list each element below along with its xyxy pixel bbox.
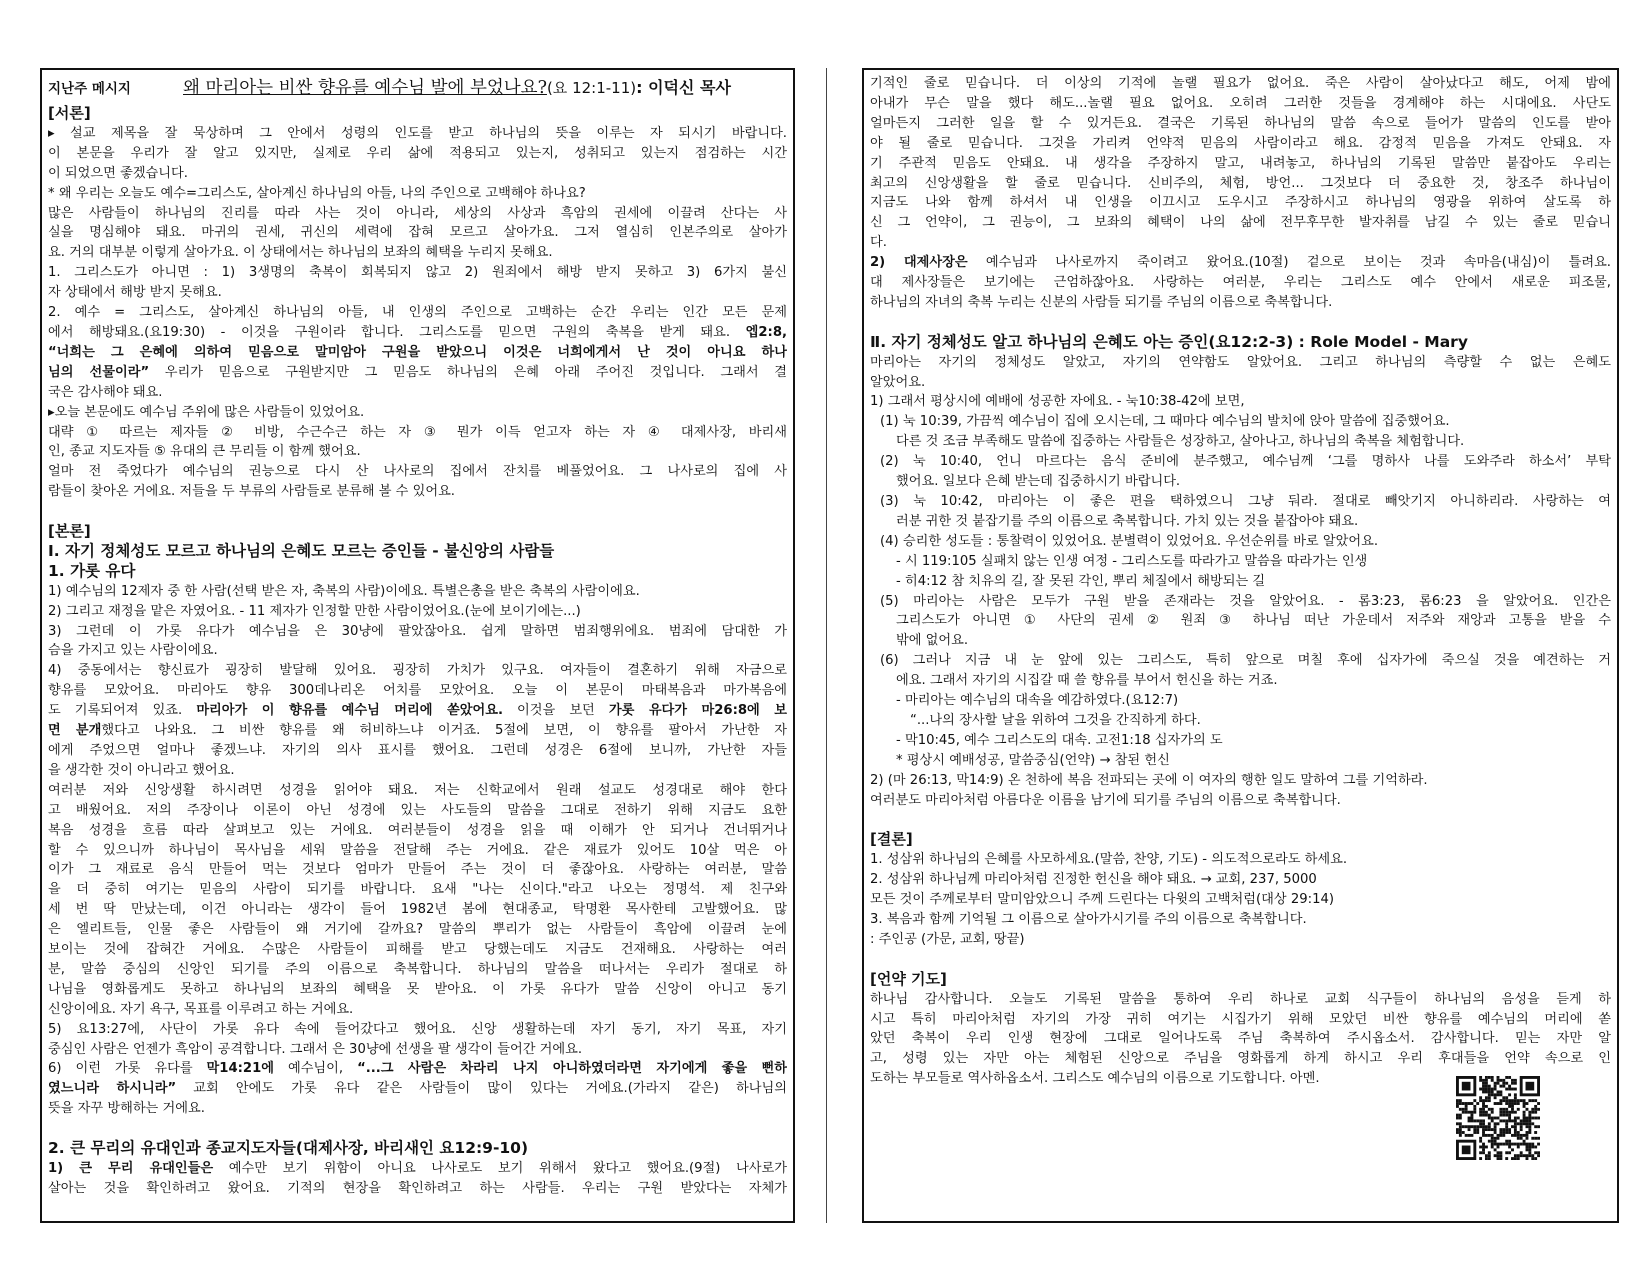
text-line	[48, 920, 787, 940]
text-span: 나님을 영화롭게도 못하고 하나님의 보좌의 혜택을 못 받아요. 이 가롯 유다가 말씀 신앙이 아니고 동기	[48, 981, 787, 997]
text-line	[48, 880, 787, 900]
text-line	[870, 552, 1611, 572]
text-span: 러분 귀한 것 붙잡기를 주의 이름으로 축복합니다. 가치 있는 것을 붙잡아야 돼요.	[896, 513, 1359, 529]
text-line	[48, 860, 787, 880]
text-line	[870, 611, 1611, 631]
text-span: 분, 말씀 중심의 신앙인 되기를 주의 이름으로 축복합니다. 하나님의 말씀을 떠나서는 우리가 절대로 하	[48, 961, 787, 977]
bold-text: 면 분개	[48, 723, 102, 739]
text-span: (6) 그러나 지금 내 눈 앞에 있는 그리스도, 특히 앞으로 며칠 후에 십자가에 죽으실 것을 예견하는 거	[880, 653, 1611, 669]
text-span: 보이는 것에 잡혀간 거에요. 수많은 사람들이 피해를 받고 당했는데도 지금도 건재해요. 사랑하는 여러	[48, 942, 787, 958]
text-span: 중심인 사람은 언젠가 흑암이 공격합니다. 그래서 은 30냥에 선생을 팔 생각이 들어간 거에요.	[48, 1041, 583, 1057]
bold-text: 가롯 유다가 마26:8에 보	[608, 703, 787, 719]
text-span: 에게 주었으면 얼마나 좋겠느냐. 자기의 의사 표시를 했어요. 그런데 성경은 6절에 보니까, 가난한 자들	[48, 742, 787, 758]
text-span: 얼마 전 죽었다가 예수님의 권능으로 다시 산 나사로의 집에서 잔치를 베풀었어요. 그 나사로의 집에 사	[48, 464, 787, 480]
text-span: 했어요. 일보다 은혜 받는데 집중하시기 바랍니다.	[896, 474, 1181, 490]
bold-text: Ⅱ. 자기 정체성도 알고 하나님의 은혜도 아는 증인(요12:2-3) : Role Model - Mary	[870, 332, 1468, 351]
text-line	[48, 622, 787, 642]
text-line	[48, 363, 787, 383]
bold-text: “너희는 그 은혜에 의하여 믿음으로 말미암아 구원을 받았으니 이것은 너희에게서 난 것이 아니요 하나	[48, 344, 787, 360]
text-span: (5) 마리아는 사람은 모두가 구원 받을 존재라는 것을 알았어요. - 롬3:23, 롬6:23 을 알았어요. 인간은	[880, 593, 1611, 609]
text-line	[48, 582, 787, 602]
text-span: 마리아는 자기의 정체성도 알았고, 자기의 연약함도 알았어요. 그리고 하나님의 측량할 수 없는 은혜도	[870, 354, 1611, 370]
text-span: 복음 성경을 흐름 따라 살펴보고 있는 거에요. 여러분들이 성경을 읽을 때 이해가 안 되거나 건너뛰거나	[48, 822, 787, 838]
text-line	[870, 233, 1611, 253]
text-line	[870, 850, 1611, 870]
text-span: 았던 축복이 우리 인생 현장에 그대로 일어나도록 주님 축복하여 주시옵소서. 감사합니다. 믿는 자만 알	[870, 1031, 1611, 1047]
text-span: 은 엘리트들, 인물 좋은 사람들이 왜 거기에 갈까요? 말씀의 뿌리가 없는 사람들이 흑암에 이끌려 눈에	[48, 922, 787, 938]
sermon-title: 왜 마리아는 비싼 향유를 예수님 발에 부었나요?	[183, 78, 547, 98]
text-span: 3. 복음과 함께 기억될 그 이름으로 살아가시기를 주의 이름으로 축복합니다.	[870, 912, 1307, 928]
text-line	[48, 721, 787, 741]
text-span: 뜻을 자꾸 방해하는 거에요.	[48, 1101, 205, 1117]
text-span: 세 번 딱 만났는데, 이건 아니라는 생각이 들어 1982년 봄에 현대종교, 탁명환 목사한테 고발했어요. 많	[48, 902, 787, 918]
text-line	[48, 1000, 787, 1020]
text-line	[870, 154, 1611, 174]
text-span: 그리스도가 아니면 ① 사단의 권세 ② 원죄 ③ 하나님 떠난 가운데서 저주와 재앙과 고통을 받을 수	[896, 613, 1611, 629]
blank-line	[48, 502, 787, 522]
text-span: 람들이 찾아온 거에요. 저들을 두 부류의 사람들로 분류해 볼 수 있어요.	[48, 484, 455, 500]
text-line	[870, 353, 1611, 373]
text-line	[48, 821, 787, 841]
text-line	[48, 1040, 787, 1060]
text-line	[870, 532, 1611, 552]
text-line	[48, 602, 787, 622]
sermon-title-row	[48, 74, 787, 104]
text-line	[48, 204, 787, 224]
section-heading	[48, 542, 787, 562]
text-line	[48, 980, 787, 1000]
text-span: (2) 눅 10:40, 언니 마르다는 음식 준비에 분주했고, 예수님께 ‘그를 명하사 나를 도와주라 하소서’ 부탁	[880, 454, 1611, 470]
text-line	[870, 771, 1611, 791]
text-span: 1) 예수님의 12제자 중 한 사람(선택 받은 자, 축복의 사람)이에요. 특별은총을 받은 축복의 사람이에요.	[48, 583, 640, 599]
section-label: 지난주 메시지	[48, 81, 131, 97]
text-line	[48, 741, 787, 761]
text-span: 하나님의 자녀의 축복 누리는 신분의 사람들 되기를 주님의 이름으로 축복합니다.	[870, 294, 1333, 310]
text-line	[48, 423, 787, 443]
text-span: “...나의 장사할 날을 위하여 그것을 간직하게 하다.	[910, 712, 1201, 728]
text-line	[48, 263, 787, 283]
right-page	[862, 68, 1619, 1223]
text-line	[48, 1099, 787, 1119]
text-line	[870, 373, 1611, 393]
text-line	[870, 711, 1611, 731]
text-line	[48, 940, 787, 960]
bold-text: 1. 가롯 유다	[48, 561, 136, 580]
text-line	[870, 651, 1611, 671]
text-span: : 주인공 (가문, 교회, 땅끝)	[870, 931, 1025, 947]
text-span: 도 기록되어져 있죠.	[48, 703, 197, 719]
text-line	[870, 870, 1611, 890]
text-line	[48, 701, 787, 721]
text-span: 여러분 저와 신앙생활 하시려면 성경을 읽어야 돼요. 저는 신학교에서 원래 설교도 성경대로 해야 한다	[48, 782, 787, 798]
text-line	[48, 283, 787, 303]
text-line	[870, 751, 1611, 771]
text-span: [언약 기도]	[870, 969, 947, 988]
bold-text: 2) 대제사장은	[870, 255, 968, 271]
text-line	[48, 841, 787, 861]
text-line	[48, 900, 787, 920]
text-line	[48, 960, 787, 980]
text-span: 다.	[870, 235, 887, 251]
text-line	[870, 94, 1611, 114]
section-heading	[870, 830, 1611, 850]
text-span: 우리가 믿음으로 구원받지만 그 믿음도 하나님의 은혜 아래 주어진 것입니다. 그래서 결	[149, 364, 787, 380]
text-line	[48, 1059, 787, 1079]
text-span: ▸오늘 본문에도 예수님 주위에 많은 사람들이 있었어요.	[48, 404, 365, 420]
text-span: [서론]	[48, 104, 91, 122]
text-span: 2) 그리고 재정을 맡은 자였어요. - 11 제자가 인정할 만한 사람이었어요.(눈에 보이기에는...)	[48, 603, 581, 619]
text-line	[870, 1049, 1611, 1069]
text-line	[48, 482, 787, 502]
text-span: * 왜 우리는 오늘도 예수=그리스도, 살아계신 하나님의 아들, 나의 주인으로 고백해야 하나요?	[48, 185, 586, 201]
text-line	[870, 412, 1611, 432]
text-line	[870, 990, 1611, 1010]
text-span: 고, 성령 있는 자만 아는 체험된 신앙으로 주님을 영화롭게 하게 하시고 우리 후대들을 언약 속으로 인	[870, 1051, 1611, 1067]
text-span: (4) 승리한 성도들 : 통찰력이 있었어요. 분별력이 있었어요. 우선순위를 바로 알았어요.	[880, 533, 1379, 549]
text-line	[48, 781, 787, 801]
bold-text: 였느니라 하시니라”	[48, 1081, 177, 1097]
text-span: 을 생각한 것이 아니라고 했어요.	[48, 762, 235, 778]
text-span: 6) 이런 가롯 유다를	[48, 1061, 207, 1077]
text-line	[48, 403, 787, 423]
text-span: 고 배웠어요. 저의 주장이나 이론이 아닌 성경에 있는 사도들의 말씀을 그대로 전하기 위해 지금도 요한	[48, 802, 787, 818]
text-span: - 히4:12 참 치유의 길, 잘 못된 각인, 뿌리 체질에서 해방되는 길	[896, 573, 1266, 589]
text-line	[48, 323, 787, 343]
text-span: [결론]	[870, 830, 913, 849]
section-heading	[48, 522, 787, 542]
text-line	[48, 223, 787, 243]
text-line	[870, 273, 1611, 293]
text-line	[48, 641, 787, 661]
scripture-reference: (요 12:1-11)	[546, 79, 637, 97]
text-span: 대 제사장들은 보기에는 근엄하잖아요. 사랑하는 여러분, 우리는 그리스도 예수 안에서 새로운 피조물,	[870, 275, 1611, 291]
text-span: 할 수 있으니까 하나님이 목사님을 세워 말씀을 전달해 주는 거에요. 같은 재료가 있어도 10살 먹은 아	[48, 842, 787, 858]
text-span: 슴을 가지고 있는 사람이에요.	[48, 643, 218, 659]
text-line	[870, 731, 1611, 751]
text-line	[870, 890, 1611, 910]
section-heading	[48, 1139, 787, 1159]
text-line	[870, 432, 1611, 452]
text-span: 예수만 보기 위함이 아니요 나사로도 보기 위해서 왔다고 했어요.(9절) 나사로가	[213, 1161, 787, 1176]
text-line	[870, 512, 1611, 532]
text-span: (1) 눅 10:39, 가끔씩 예수님이 집에 오시는데, 그 때마다 예수님의 발치에 앉아 말씀에 집중했어요.	[880, 414, 1450, 430]
text-span: 2. 예수 = 그리스도, 살아계신 하나님의 아들, 내 인생의 주인으로 고백하는 순간 우리는 인간 모든 문제	[48, 305, 787, 321]
text-span: 1. 그리스도가 아니면 : 1) 3생명의 축복이 회복되지 않고 2) 원죄에서 해방 받지 못하고 3) 6가지 불신	[48, 265, 787, 281]
text-span: - 시 119:105 실패치 않는 인생 여정 - 그리스도를 따라가고 말씀을 따라가는 인생	[896, 553, 1368, 569]
text-span: 이 되었으면 좋겠습니다.	[48, 165, 188, 181]
text-span: - 마리아는 예수님의 대속을 예감하였다.(요12:7)	[896, 693, 1179, 709]
text-line	[870, 910, 1611, 930]
text-span: 기 주관적 믿음도 안돼요. 내 생각을 주장하지 말고, 내려놓고, 하나님의 기록된 말씀만 붙잡아도 우리는	[870, 155, 1611, 171]
text-span: 4) 중동에서는 향신료가 굉장히 발달해 있어요. 굉장히 가치가 있구요. 여자들이 결혼하기 위해 자금으로	[48, 663, 787, 679]
text-span: 5) 요13:27에, 사단이 가롯 유다 속에 들어갔다고 했어요. 신앙 생활하는데 자기 동기, 자기 목표, 자기	[48, 1021, 787, 1037]
text-span: 도하는 부모들로 역사하옵소서. 그리스도 예수님의 이름으로 기도합니다. 아멘.	[870, 1071, 1320, 1087]
section-heading	[870, 333, 1611, 353]
text-line	[48, 303, 787, 323]
text-span: 을 더 중히 여기는 믿음의 사람이 되기를 바랍니다. 요새 "나는 신이다."라고 나오는 정명석. 제 친구와	[48, 882, 787, 898]
text-span: 3) 그런데 이 가롯 유다가 예수님을 은 30냥에 팔았잖아요. 쉽게 말하면 범죄행위에요. 범죄에 담대한 가	[48, 623, 787, 639]
text-span: 지금도 나와 함께 하셔서 내 인생을 이끄시고 도우시고 주장하시고 하나님의 영광을 위하여 살도록 하	[870, 195, 1611, 211]
text-line	[870, 930, 1611, 950]
text-span: 자 상태에서 해방 받지 못해요.	[48, 285, 222, 301]
text-line	[48, 661, 787, 681]
text-line	[48, 1020, 787, 1040]
text-span: 아내가 무슨 말을 했다 해도...놀랠 필요 없어요. 오히려 그러한 것들을 경계해야 하는 시대에요. 사단도	[870, 95, 1611, 111]
text-line	[870, 472, 1611, 492]
text-span: 요. 거의 대부분 이렇게 살아가요. 이 상태에서는 하나님의 보좌의 혜택을 누리지 못해요.	[48, 245, 553, 261]
text-span: 얼마든지 그러한 일을 할 수 있거든요. 결국은 기록된 하나님의 말씀 속으로 들어가 말씀의 인도를 받아	[870, 115, 1611, 131]
section-heading	[48, 104, 787, 124]
text-line	[48, 801, 787, 821]
text-line	[870, 631, 1611, 651]
text-line	[48, 243, 787, 263]
text-span: ▸ 설교 제목을 잘 묵상하며 그 안에서 성령의 인도를 받고 하나님의 뜻을 이루는 자 되시기 바랍니다.	[48, 125, 787, 141]
text-span: 에요. 그래서 자기의 시집갈 때 쓸 향유를 부어서 헌신을 하는 거죠.	[896, 673, 1278, 689]
text-span: - 막10:45, 예수 그리스도의 대속. 고전1:18 십자가의 도	[896, 732, 1223, 748]
bold-text: 1) 큰 무리 유대인들은	[48, 1161, 214, 1176]
text-span: 야 될 줄로 믿습니다. 그것을 가리켜 언약적 믿음의 사람이라고 해요. 감정적 믿음을 가져도 안돼요. 자	[870, 135, 1611, 151]
left-text-body	[48, 104, 787, 1199]
text-line	[870, 492, 1611, 512]
text-line	[870, 1029, 1611, 1049]
text-line	[48, 124, 787, 144]
text-line	[870, 671, 1611, 691]
text-span: 이가 그 재료로 음식 만들어 먹는 것보다 엄마가 만들어 주는 것이 더 좋잖아요. 사랑하는 여러분, 말씀	[48, 862, 787, 878]
text-line	[870, 74, 1611, 94]
text-line	[870, 114, 1611, 134]
bold-text: “...그 사람은 차라리 나지 아니하였더라면 자기에게 좋을 뻔하	[357, 1061, 787, 1077]
bold-text: 마리아가 이 향유를 예수님 머리에 쏟았어요.	[196, 703, 503, 719]
text-span: 여러분도 마리아처럼 아름다운 이름을 남기에 되기를 주님의 이름으로 축복합니다.	[870, 792, 1341, 808]
text-span: 예수님이,	[274, 1061, 358, 1077]
text-span: 예수님과 나사로까지 죽이려고 왔어요.(10절) 겉으로 보이는 것과 속마음(내심)이 틀려요.	[967, 255, 1611, 271]
text-span: 인, 종교 지도자들 ⑤ 유대의 큰 무리들 이 함께 했어요.	[48, 444, 361, 460]
text-span: 1. 성삼위 하나님의 은혜를 사모하세요.(말씀, 찬양, 기도) - 의도적으로라도 하세요.	[870, 852, 1348, 868]
text-line	[870, 392, 1611, 412]
text-span: 2) (마 26:13, 막14:9) 온 천하에 복음 전파되는 곳에 이 여자의 행한 일도 말하여 그를 기억하라.	[870, 772, 1428, 788]
text-span: - 불신앙의 사람들	[426, 541, 555, 560]
text-span: 이것을 보던	[502, 703, 609, 719]
left-page	[40, 68, 795, 1223]
text-span: 향유를 모았어요. 마리아도 향유 300데나리온 어치를 모았어요. 오늘 이 본문이 마태복음과 마가복음에	[48, 683, 787, 699]
text-line	[870, 791, 1611, 811]
text-span: 실을 명심해야 돼요. 마귀의 권세, 귀신의 세력에 잡혀 모르고 살아가요. 그저 열심히 인본주의로 살아가	[48, 225, 787, 241]
text-span: 알았어요.	[870, 374, 926, 390]
section-heading	[870, 970, 1611, 990]
text-line	[48, 1079, 787, 1099]
blank-line	[48, 1119, 787, 1139]
text-span: 에서 해방돼요.(요19:30) - 이것을 구원이라 합니다. 그리스도를 믿으면 구원의 축복을 받게 돼요.	[48, 324, 746, 340]
text-span: 신 그 언약이, 그 권능이, 그 보좌의 혜택이 나의 삶에 전무후무한 발자취를 남길 수 있는 줄로 믿습니	[870, 215, 1611, 231]
text-line	[48, 164, 787, 184]
bold-text: 님의 선물이라”	[48, 364, 150, 380]
right-text-body	[870, 74, 1611, 1089]
text-span: 모든 것이 주께로부터 말미암았으니 주께 드린다는 다윗의 고백처럼(대상 29:14)	[870, 892, 1335, 908]
text-span: 대략 ① 따르는 제자들 ② 비방, 수근수근 하는 자 ③ 뭔가 이득 얻고자 하는 자 ④ 대제사장, 바리새	[48, 424, 787, 440]
text-span: 하나님 감사합니다. 오늘도 기록된 말씀을 통하여 우리 하나로 교회 식구들이 하나님의 음성을 듣게 하	[870, 991, 1611, 1007]
text-span: 국은 감사해야 돼요.	[48, 384, 163, 400]
text-span: 했다고 나와요. 그 비싼 향유를 왜 허비하느냐 이거죠. 5절에 보면, 이 향유를 팔아서 가난한 자	[101, 723, 787, 739]
text-line	[870, 293, 1611, 313]
bold-text: Ⅰ. 자기 정체성도 모르고 하나님의 은혜도 모르는 증인들	[48, 541, 427, 560]
blank-line	[870, 313, 1611, 333]
text-line	[48, 343, 787, 363]
text-line	[870, 572, 1611, 592]
text-span: 살아는 것을 확인하려고 왔어요. 기적의 현장을 확인하려고 하는 사람들. 우리는 구원 받았다는 자체가	[48, 1180, 787, 1196]
text-span: 신앙이에요. 자기 욕구, 목표를 이루려고 하는 거에요.	[48, 1001, 354, 1017]
bold-text: 막14:21에	[206, 1061, 274, 1077]
text-line	[48, 442, 787, 462]
text-span: 많은 사람들이 하나님의 진리를 따라 사는 것이 아니라, 세상의 사상과 흑암의 권세에 이끌려 산다는 사	[48, 205, 787, 221]
text-span: [본론]	[48, 522, 91, 541]
blank-line	[870, 950, 1611, 970]
text-line	[870, 174, 1611, 194]
qr-code-icon	[1456, 1076, 1540, 1160]
blank-line	[870, 811, 1611, 831]
text-line	[48, 144, 787, 164]
text-line	[870, 452, 1611, 472]
text-line	[48, 184, 787, 204]
page-divider	[826, 68, 827, 1223]
text-line	[48, 681, 787, 701]
text-span: 2. 성삼위 하나님께 마리아처럼 진정한 헌신을 해야 돼요. → 교회, 237, 5000	[870, 872, 1317, 888]
bold-text: 엡2:8,	[745, 324, 787, 340]
text-line	[48, 383, 787, 403]
text-span: 밖에 없어요.	[896, 633, 969, 649]
bold-text: 2. 큰 무리의 유대인과 종교지도자들(대제사장, 바리새인 요12:9-10)	[48, 1139, 529, 1158]
text-line	[48, 1159, 787, 1179]
text-line	[870, 1010, 1611, 1030]
text-span: 교회 안에도 가롯 유다 같은 사람들이 많이 있다는 거에요.(가라지 같은) 하나님의	[176, 1081, 787, 1097]
text-line	[48, 462, 787, 482]
text-line	[870, 193, 1611, 213]
text-span: * 평상시 예배성공, 말씀중심(언약) → 참된 헌신	[896, 752, 1170, 768]
text-span: 시고 특히 마리아처럼 자기의 가장 귀히 여기는 시집가기 위해 모았던 비싼 향유를 예수님의 머리에 쏟	[870, 1011, 1611, 1027]
text-line	[870, 134, 1611, 154]
text-line	[48, 761, 787, 781]
text-line	[870, 213, 1611, 233]
text-span: 다른 것 조금 부족해도 말씀에 집중하는 사람들은 성장하고, 살아나고, 하나님의 축복을 체험합니다.	[896, 434, 1465, 450]
text-span: 기적인 줄로 믿습니다. 더 이상의 기적에 놀랠 필요가 없어요. 죽은 사람이 살아났다고 해도, 어제 밤에	[870, 76, 1611, 91]
text-span: (3) 눅 10:42, 마리아는 이 좋은 편을 택하였으니 그냥 둬라. 절대로 빼앗기지 아니하리라. 사랑하는 여	[880, 494, 1611, 510]
text-line	[870, 592, 1611, 612]
text-line	[870, 253, 1611, 273]
section-heading	[48, 562, 787, 582]
text-line	[870, 691, 1611, 711]
text-span: 최고의 신앙생활을 할 줄로 믿습니다. 신비주의, 체험, 방언... 그것보다 더 중요한 것, 창조주 하나님이	[870, 175, 1611, 191]
text-line	[48, 1179, 787, 1199]
text-span: 이 본문을 우리가 잘 알고 있지만, 실제로 우리 삶에 적용되고 있는지, 성취되고 있는지 점검하는 시간	[48, 145, 787, 161]
sermon-author: : 이덕신 목사	[636, 78, 731, 97]
text-span: 1) 그래서 평상시에 예배에 성공한 자에요. - 눅10:38-42에 보면,	[870, 394, 1245, 410]
